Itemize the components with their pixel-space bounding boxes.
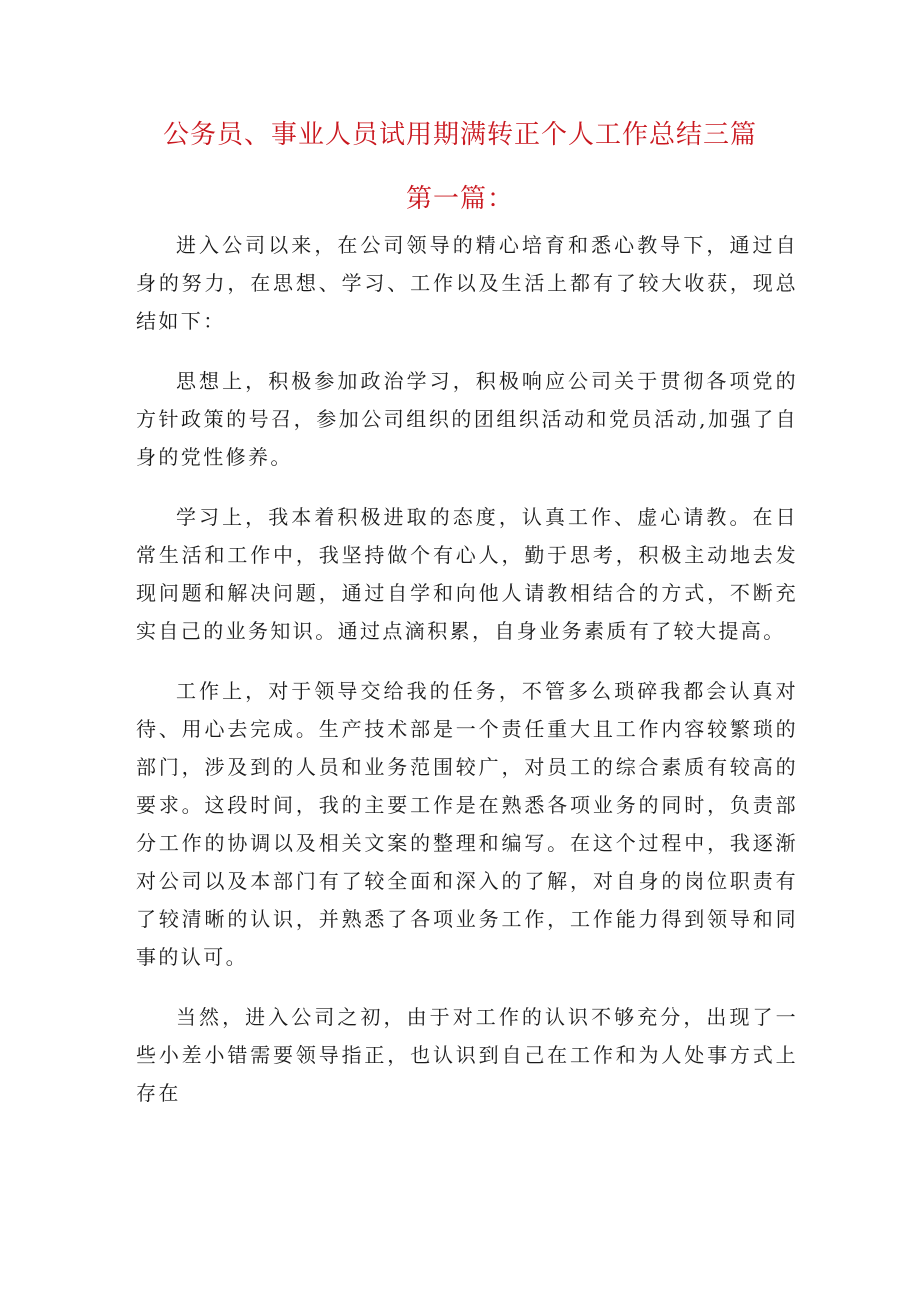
document-body (136, 226, 798, 1134)
paragraph-study: 学习上，我本着积极进取的态度，认真工作、虚心请教。在日常生活和工作中，我坚持做个有心人，勤于思考，积极主动地去发现问题和解决问题，通过自学和向他人请教相结合的方式，不断充实自己的业务知识。通过点滴积累，自身业务素质有了较大提高。 (136, 505, 798, 643)
paragraph-thought: 思想上，积极参加政治学习，积极响应公司关于贯彻各项党的方针政策的号召，参加公司组织的团组织活动和党员活动,加强了自身的党性修养。 (136, 369, 798, 469)
section-heading: 第一篇： (405, 184, 514, 214)
paragraph-work: 工作上，对于领导交给我的任务，不管多么琐碎我都会认真对待、用心去完成。生产技术部是一个责任重大且工作内容较繁琐的部门，涉及到的人员和业务范围较广，对员工的综合素质有较高的要求。这段时间，我的主要工作是在熟悉各项业务的同时，负责部分工作的协调以及相关文案的整理和编写。在这个过程中，我逐渐对公司以及本部门有了较全面和深入的了解，对自身的岗位职责有了较清晰的认识，并熟悉了各项业务工作，工作能力得到领导和同事的认可。 (136, 679, 798, 969)
document-title: 公务员、事业人员试用期满转正个人工作总结三篇 (162, 120, 757, 150)
paragraph-shortcomings: 当然，进入公司之初，由于对工作的认识不够充分，出现了一些小差小错需要领导指正，也认识到自己在工作和为人处事方式上存在 (136, 1005, 798, 1105)
paragraph-intro: 进入公司以来，在公司领导的精心培育和悉心教导下，通过自身的努力，在思想、学习、工作以及生活上都有了较大收获，现总结如下： (136, 233, 798, 333)
